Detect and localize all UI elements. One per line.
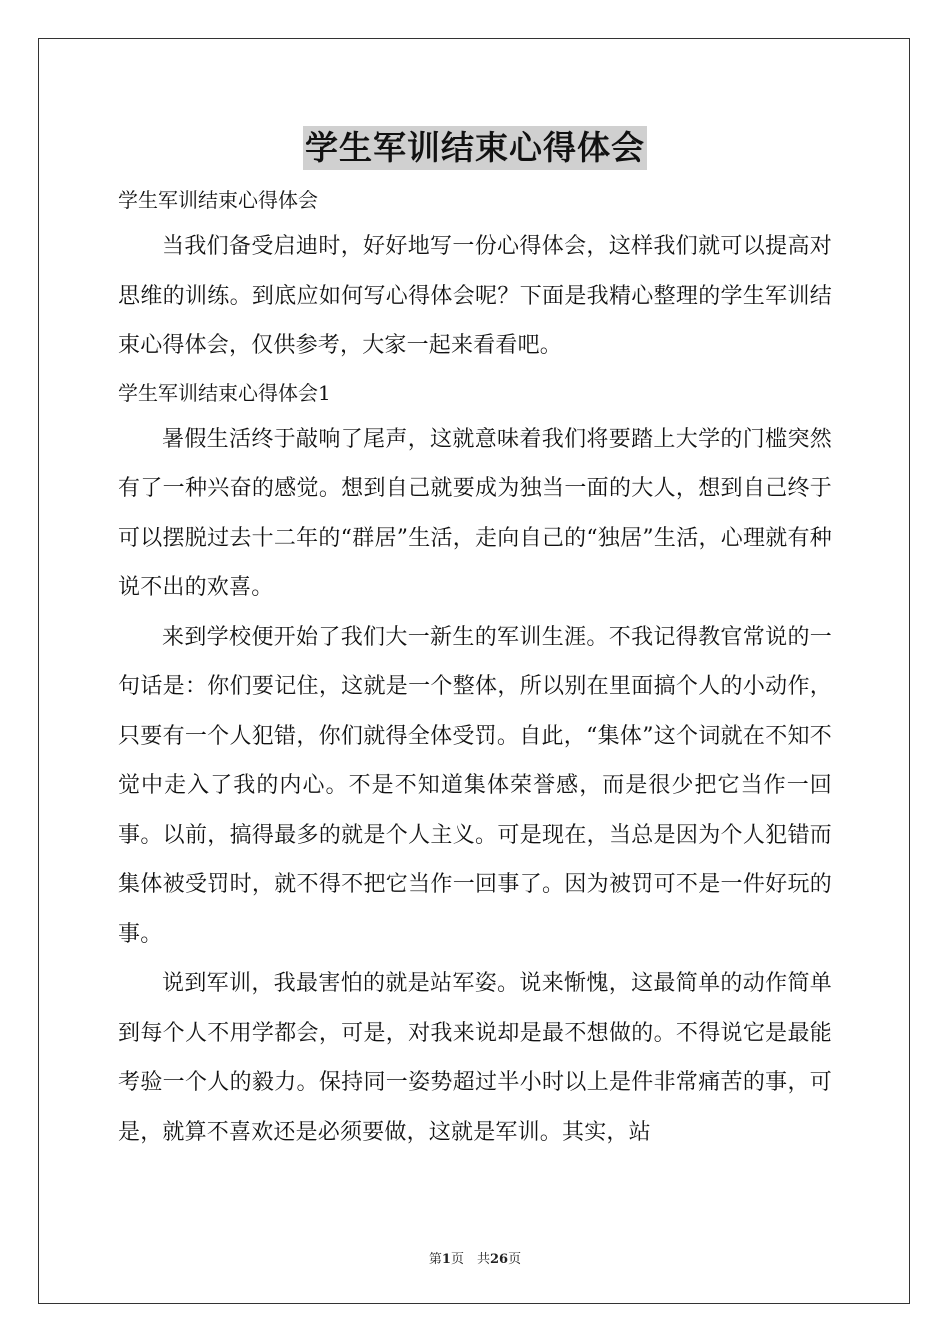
body-paragraph-3: 说到军训，我最害怕的就是站军姿。说来惭愧，这最简单的动作简单到每个人不用学都会，可是，对我来说却是最不想做的。不得说它是最能考验一个人的毅力。保持同一姿势超过半小时以上是件非常痛苦的事，可是，就算不喜欢还是必须要做，这就是军训。其实，站 <box>118 971 832 1145</box>
document-body <box>118 178 832 1157</box>
body-paragraph-2: 来到学校便开始了我们大一新生的军训生涯。不我记得教官常说的一句话是：你们要记住，这就是一个整体，所以别在里面搞个人的小动作，只要有一个人犯错，你们就得全体受罚。自此，“集体”这个词就在不知不觉中走入了我的内心。不是不知道集体荣誉感，而是很少把它当作一回事。以前，搞得最多的就是个人主义。可是现在，当总是因为个人犯错而集体被受罚时，就不得不把它当作一回事了。因为被罚可不是一件好玩的事。 <box>118 624 832 947</box>
intro-paragraph: 当我们备受启迪时，好好地写一份心得体会，这样我们就可以提高对思维的训练。到底应如何写心得体会呢？下面是我精心整理的学生军训结束心得体会，仅供参考，大家一起来看看吧。 <box>118 234 832 358</box>
document-subtitle: 学生军训结束心得体会 <box>118 188 318 212</box>
footer-mid: 页 共 <box>450 1252 490 1267</box>
page-footer <box>0 1248 950 1267</box>
footer-prefix: 第 <box>428 1252 442 1267</box>
footer-total-pages: 26 <box>489 1252 509 1267</box>
title-container <box>0 126 950 170</box>
footer-suffix: 页 <box>508 1252 522 1267</box>
document-title: 学生军训结束心得体会 <box>303 126 647 170</box>
footer-page-number: 1 <box>441 1252 451 1267</box>
section-heading: 学生军训结束心得体会1 <box>118 380 331 405</box>
body-paragraph-1: 暑假生活终于敲响了尾声，这就意味着我们将要踏上大学的门槛突然有了一种兴奋的感觉。想到自己就要成为独当一面的大人，想到自己终于可以摆脱过去十二年的“群居”生活，走向自己的“独居”生活，心理就有种说不出的欢喜。 <box>118 426 832 600</box>
